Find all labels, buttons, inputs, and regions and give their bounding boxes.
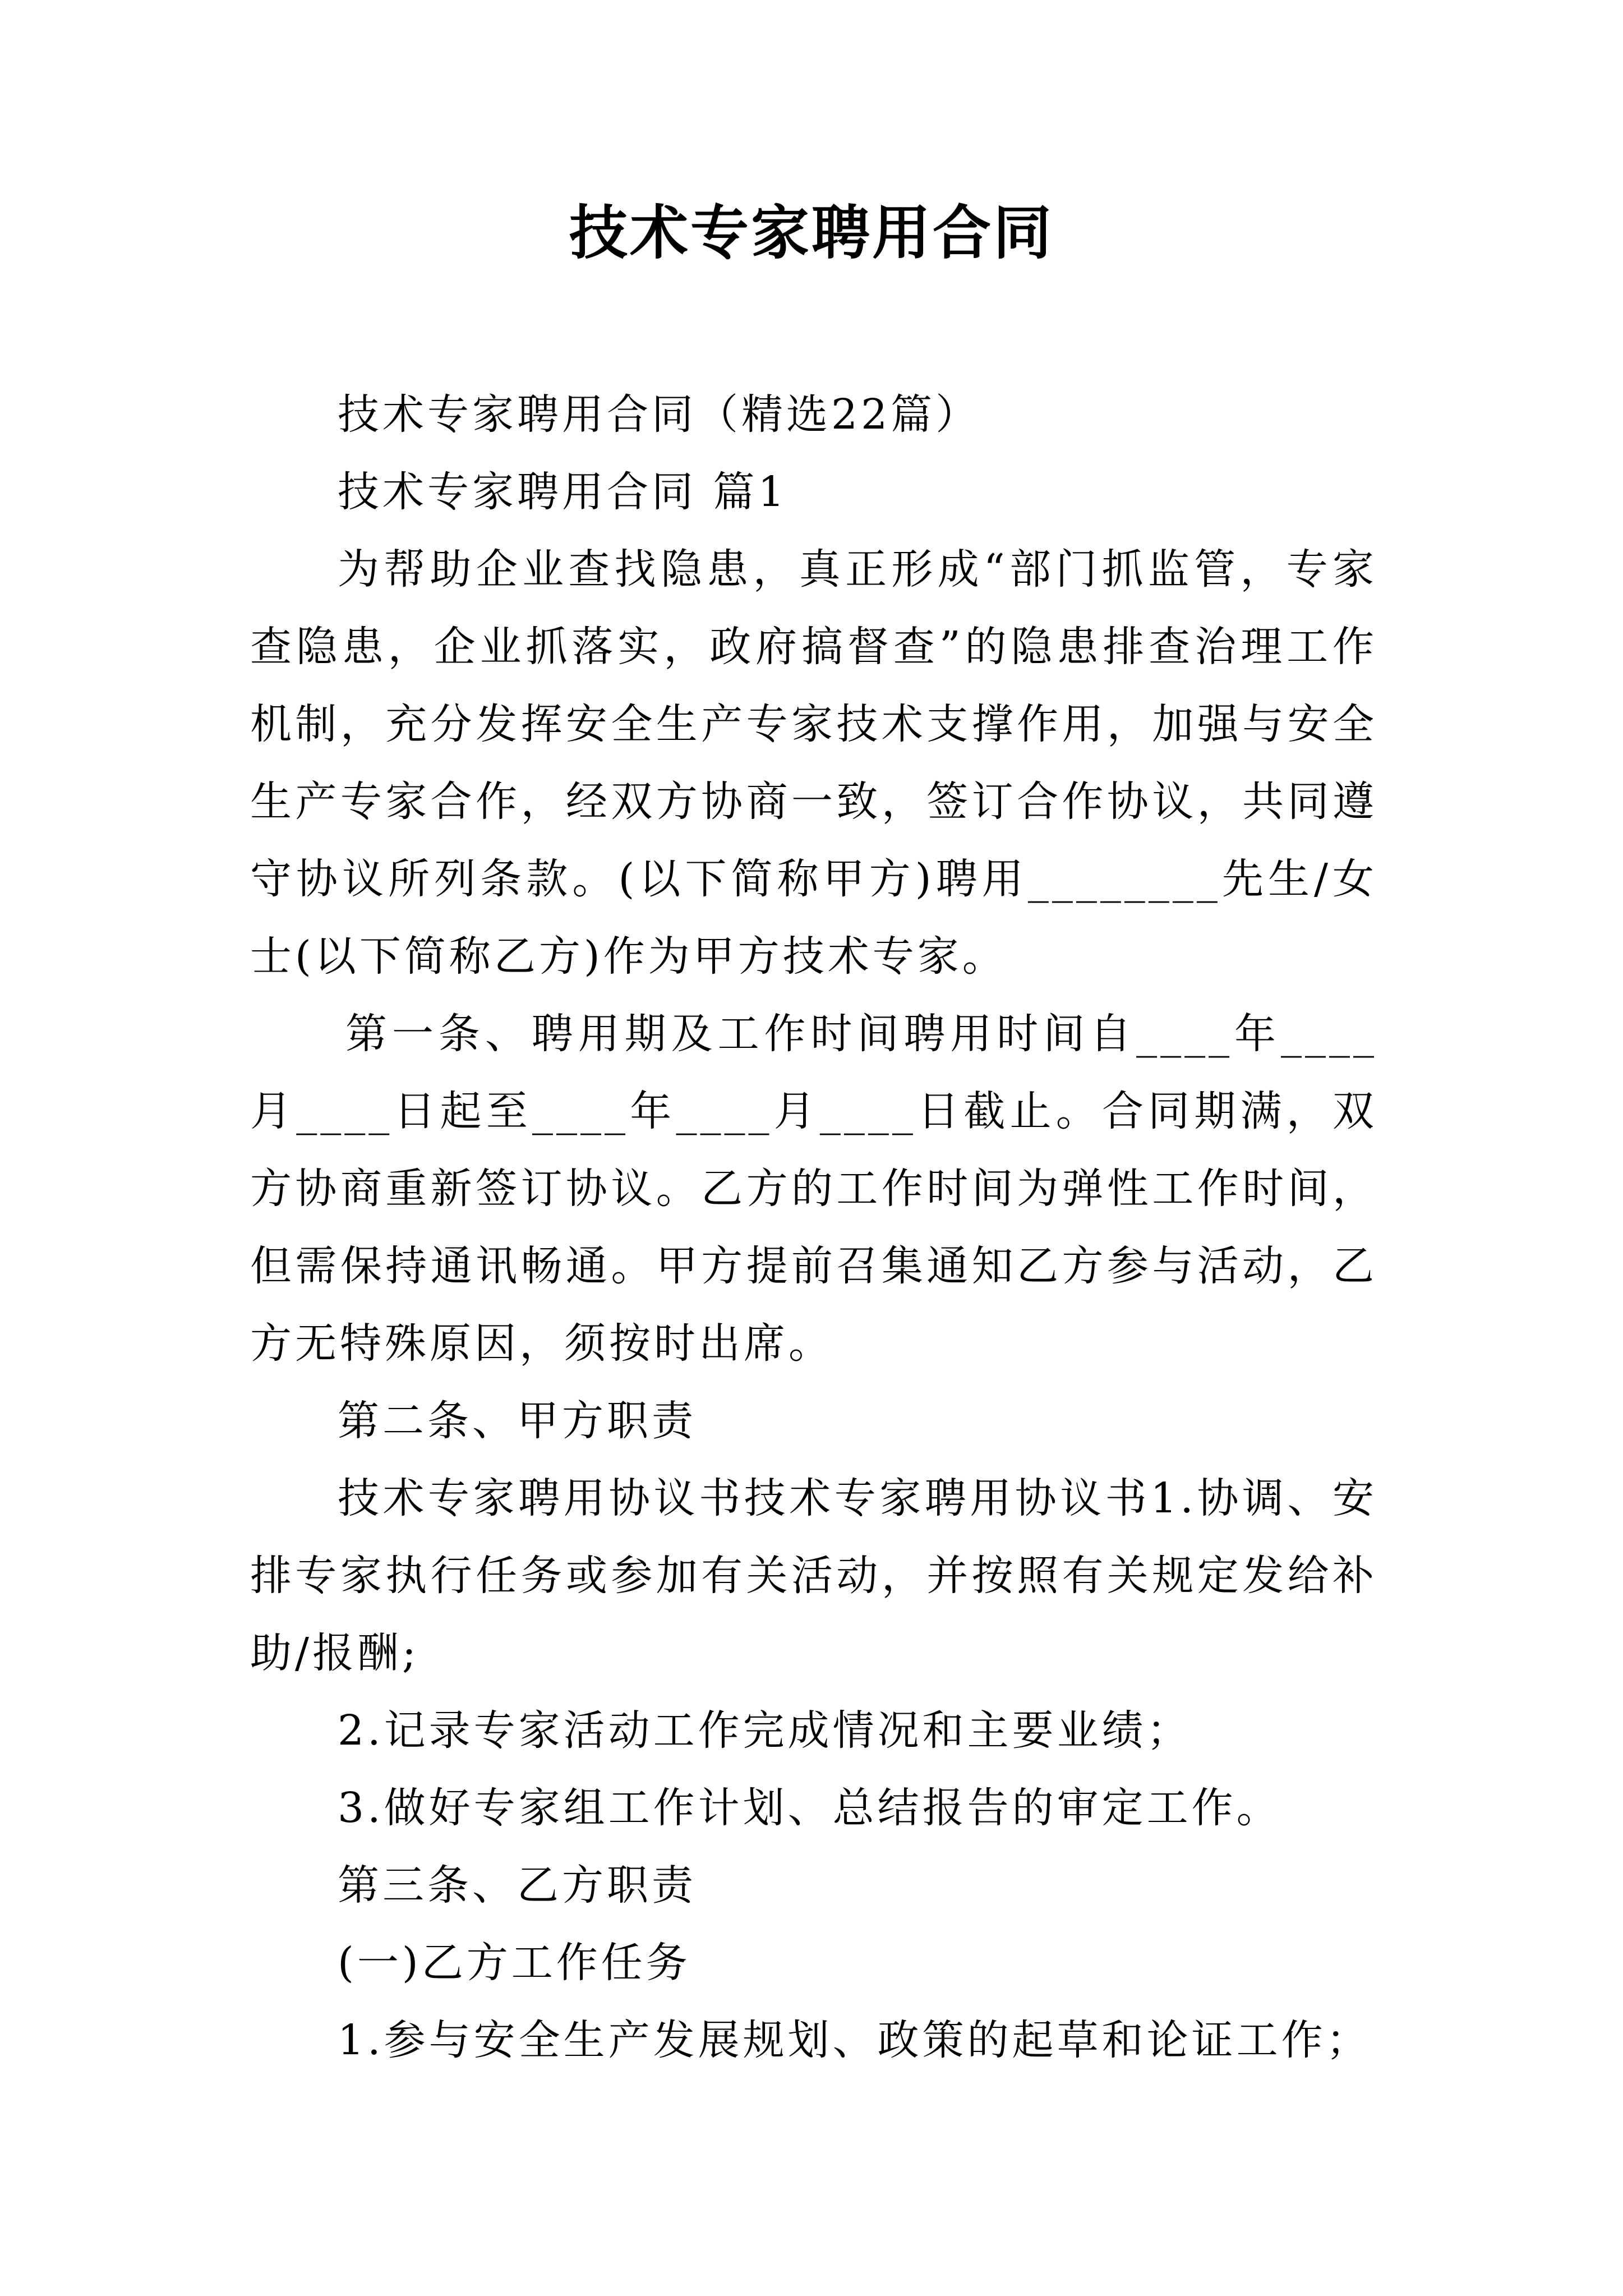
article-1-paragraph: 第一条、聘用期及工作时间聘用时间自____年____月____日起至____年____月____日截止。合同期满，双方协商重新签订协议。乙方的工作时间为弹性工作时间，但需保持通讯畅通。甲方提前召集通知乙方参与活动，乙方无特殊原因，须按时出席。 <box>250 1010 1377 1368</box>
article-3-subheading: (一)乙方工作任务 <box>338 1939 691 1987</box>
article-3-heading: 第三条、乙方职责 <box>338 1861 697 1910</box>
article-2-item-2: 2.记录专家活动工作完成情况和主要业绩； <box>338 1706 1192 1755</box>
subtitle-paragraph: 技术专家聘用合同（精选22篇） <box>338 390 981 439</box>
article-3-item-1: 1.参与安全生产发展规划、政策的起草和论证工作； <box>338 2016 1371 2064</box>
document-title: 技术专家聘用合同 <box>569 199 1054 267</box>
article-2-item-3: 3.做好专家组工作计划、总结报告的审定工作。 <box>338 1784 1281 1832</box>
document-body <box>250 376 1377 2079</box>
section-heading: 技术专家聘用合同 篇1 <box>338 468 788 516</box>
article-2-item-1: 技术专家聘用协议书技术专家聘用协议书1.协调、安排专家执行任务或参加有关活动，并按照有关规定发给补助/报酬; <box>250 1474 1377 1677</box>
article-2-heading: 第二条、甲方职责 <box>338 1397 697 1445</box>
preamble-paragraph: 为帮助企业查找隐患，真正形成“部门抓监管，专家查隐患，企业抓落实，政府搞督查”的隐患排查治理工作机制，充分发挥安全生产专家技术支撑作用，加强与安全生产专家合作，经双方协商一致，签订合作协议，共同遵守协议所列条款。(以下简称甲方)聘用________先生/女士(以下简称乙方)作为甲方技术专家。 <box>250 545 1377 981</box>
